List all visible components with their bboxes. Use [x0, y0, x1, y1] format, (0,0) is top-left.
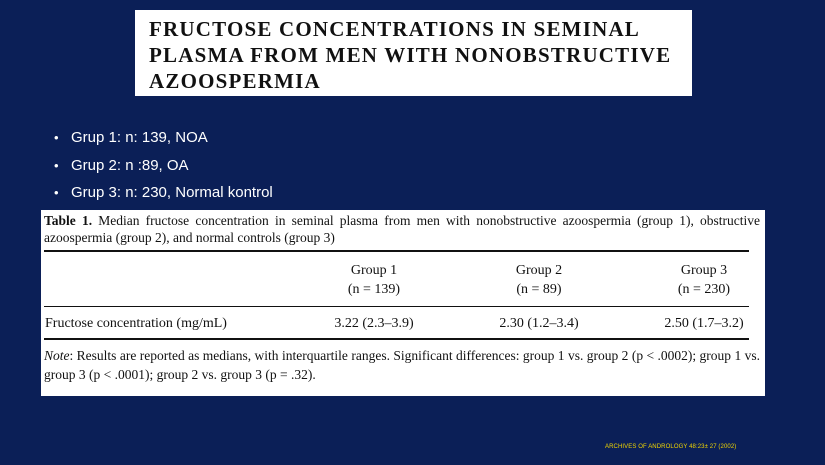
table-panel [41, 210, 765, 396]
cell-group-3: 2.50 (1.7–3.2) [664, 316, 744, 331]
title-box [135, 10, 692, 96]
title-line-1: FRUCTOSE CONCENTRATIONS IN SEMINAL [149, 17, 641, 41]
table-note [44, 346, 760, 384]
title-line-2: PLASMA FROM MEN WITH NONOBSTRUCTIVE [149, 43, 672, 67]
bullet-item [54, 124, 273, 152]
column-n: (n = 89) [516, 282, 562, 297]
column-header-group-2 [479, 261, 599, 299]
cell-group-1: 3.22 (2.3–3.9) [334, 316, 414, 331]
note-text: : Results are reported as medians, with interquartile ranges. Significant differences: group 1 vs. group 2 (p < .0002); group 1 vs. group 3 (p < .0001); group 2 vs. group 3 (p = .32). [44, 348, 760, 382]
column-name: Group 3 [680, 263, 728, 278]
bullet-dot-icon: • [54, 130, 59, 145]
title-line-3: AZOOSPERMIA [149, 69, 321, 93]
table-top-rule [44, 250, 749, 252]
bullet-item [54, 179, 273, 207]
row-label: Fructose concentration (mg/mL) [45, 316, 227, 331]
caption-text: Median fructose concentration in seminal plasma from men with nonobstructive azoospermia (group 1), obstructive azoospermia (group 2), and normal controls (group 3) [44, 213, 760, 245]
bullet-list [54, 124, 273, 207]
source-citation: ARCHIVES OF ANDROLOGY 48:23± 27 (2002) [605, 444, 737, 450]
caption-label: Table 1. [44, 213, 93, 228]
column-n: (n = 230) [677, 282, 731, 297]
table-caption [44, 212, 760, 246]
bullet-text: Grup 3: n: 230, Normal kontrol [71, 184, 273, 201]
table-bottom-rule [44, 338, 749, 340]
bullet-text: Grup 2: n :89, OA [71, 156, 189, 174]
bullet-text: Grup 1: n: 139, NOA [71, 129, 208, 146]
column-n: (n = 139) [347, 282, 401, 297]
note-label: Note [44, 348, 70, 363]
bullet-item [54, 152, 273, 180]
column-name: Group 1 [350, 263, 398, 278]
column-header-group-1 [314, 261, 434, 299]
table-header-rule [44, 306, 749, 307]
column-name: Group 2 [515, 263, 563, 278]
column-header-group-3 [644, 261, 764, 299]
cell-group-2: 2.30 (1.2–3.4) [499, 316, 579, 331]
bullet-dot-icon: • [54, 157, 59, 173]
bullet-dot-icon: • [54, 185, 59, 200]
